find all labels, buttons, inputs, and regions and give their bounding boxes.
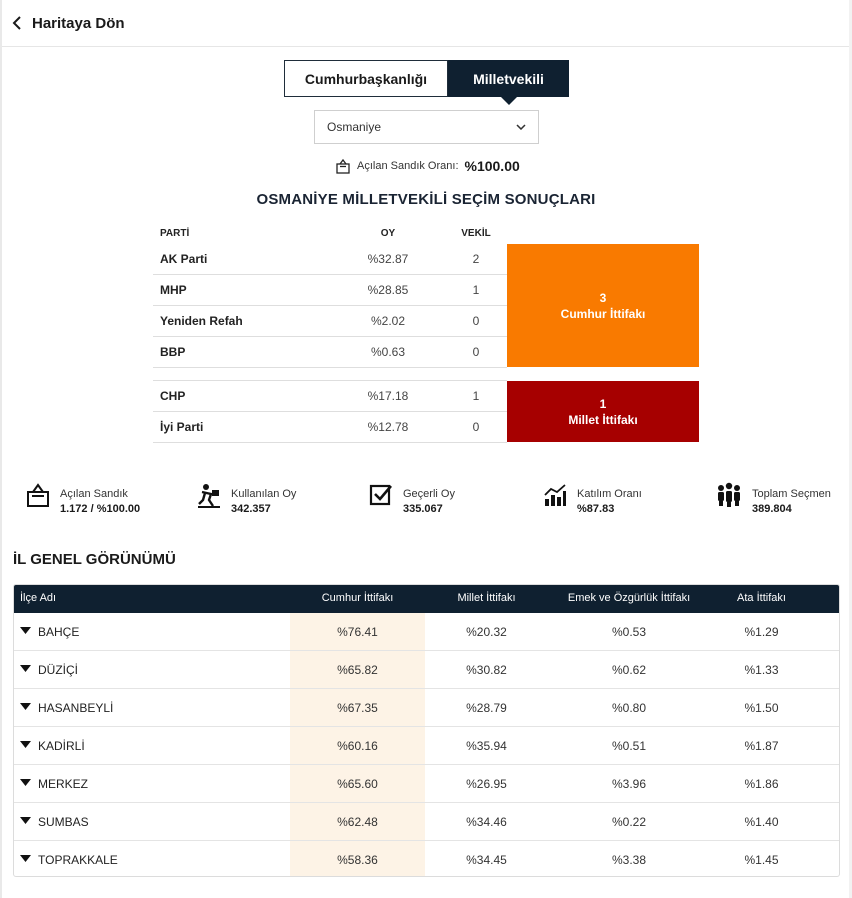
emek-value: %0.22: [611, 815, 647, 829]
millet-value: %28.79: [466, 701, 507, 715]
column-header-emek: Emek ve Özgürlük İttifakı: [567, 592, 691, 604]
district-name: HASANBEYLİ: [38, 701, 114, 715]
alliance-name: Cumhur İttifakı: [560, 306, 646, 321]
header-oy: OY: [380, 228, 396, 239]
column-header-ata: Ata İttifakı: [737, 592, 786, 604]
district-table-header: [14, 585, 840, 613]
column-header-cumhur: Cumhur İttifakı: [321, 592, 394, 604]
stat-label: Katılım Oranı: [577, 488, 642, 500]
ata-value: %1.40: [744, 815, 779, 829]
party-name: AK Parti: [160, 252, 208, 266]
frame-left-border: [0, 0, 2, 898]
party-vekil: 0: [472, 345, 480, 359]
cumhur-value: %76.41: [337, 625, 378, 639]
ata-value: %1.86: [744, 777, 779, 791]
ata-value: %1.87: [744, 739, 779, 753]
caret-down-icon: [20, 779, 31, 786]
district-table: [13, 584, 840, 877]
caret-down-icon: [20, 855, 31, 862]
district-row[interactable]: [14, 841, 840, 877]
millet-value: %34.46: [466, 815, 507, 829]
stat-label: Geçerli Oy: [403, 488, 455, 500]
emek-value: %3.38: [611, 853, 647, 867]
party-name: MHP: [160, 283, 187, 297]
stat-value: 335.067: [403, 503, 443, 515]
ratio-label: Açılan Sandık Oranı:: [357, 160, 459, 172]
millet-alliance-box: [507, 381, 699, 442]
party-oy: %17.18: [367, 389, 409, 403]
emek-value: %0.53: [611, 625, 647, 639]
district-name: DÜZİÇİ: [38, 663, 78, 677]
ata-value: %1.29: [744, 625, 779, 639]
stat-label: Kullanılan Oy: [231, 488, 297, 500]
cumhur-value: %62.48: [337, 815, 378, 829]
district-row[interactable]: [14, 651, 840, 689]
district-row[interactable]: [14, 689, 840, 727]
district-name: KADİRLİ: [38, 739, 85, 753]
election-type-tabs: [284, 60, 569, 97]
district-row[interactable]: [14, 613, 840, 651]
alliance-seats: 3: [599, 290, 607, 305]
ballot-box-icon: [26, 482, 50, 508]
alliance-seats: 1: [599, 396, 607, 411]
party-row: [153, 306, 507, 337]
caret-down-icon: [20, 665, 31, 672]
stat-total-voters: [716, 482, 831, 517]
cumhur-alliance-box: [507, 244, 699, 367]
people-icon: [716, 482, 742, 508]
stat-opened-ballots: [26, 482, 140, 517]
cumhur-value: %58.36: [337, 853, 378, 867]
cumhur-value: %65.82: [337, 663, 378, 677]
party-name: CHP: [160, 389, 186, 403]
party-row: [153, 275, 507, 306]
header-vekil: VEKİL: [461, 228, 491, 239]
stat-label: Toplam Seçmen: [752, 488, 831, 500]
column-header-millet: Millet İttifakı: [457, 592, 516, 604]
millet-value: %30.82: [466, 663, 507, 677]
party-vekil: 2: [472, 252, 480, 266]
opened-ballot-ratio: [335, 158, 520, 174]
millet-value: %20.32: [466, 625, 507, 639]
party-vekil: 1: [472, 283, 480, 297]
stats-bar: [0, 482, 852, 522]
party-oy: %32.87: [367, 252, 409, 266]
party-row: [153, 337, 507, 368]
emek-value: %3.96: [611, 777, 647, 791]
party-name: Yeniden Refah: [160, 314, 243, 328]
alliance-name: Millet İttifakı: [568, 412, 638, 427]
district-row[interactable]: [14, 765, 840, 803]
stat-used-votes: [197, 482, 296, 517]
district-row[interactable]: [14, 803, 840, 841]
millet-value: %26.95: [466, 777, 507, 791]
province-select[interactable]: [314, 110, 539, 144]
millet-value: %34.45: [466, 853, 507, 867]
party-oy: %28.85: [367, 283, 409, 297]
ata-value: %1.45: [744, 853, 779, 867]
district-name: BAHÇE: [38, 625, 80, 639]
party-name: İyi Parti: [160, 420, 204, 434]
emek-value: %0.62: [611, 663, 647, 677]
party-row: [153, 244, 507, 275]
caret-down-icon: [20, 627, 31, 634]
stat-value: 389.804: [752, 503, 792, 515]
emek-value: %0.51: [611, 739, 647, 753]
party-row: [153, 412, 507, 443]
party-row: [153, 381, 507, 412]
stat-valid-votes: [369, 482, 455, 517]
party-oy: %0.63: [370, 345, 406, 359]
stat-value: %87.83: [577, 503, 615, 515]
cumhur-value: %60.16: [337, 739, 378, 753]
district-name: TOPRAKKALE: [38, 853, 118, 867]
caret-down-icon: [20, 817, 31, 824]
cumhur-value: %65.60: [337, 777, 378, 791]
header-party: PARTİ: [160, 228, 190, 239]
party-name: BBP: [160, 345, 186, 359]
ata-value: %1.33: [744, 663, 779, 677]
province-select-value: Osmaniye: [327, 120, 382, 134]
cumhur-value: %67.35: [337, 701, 378, 715]
caret-down-icon: [20, 703, 31, 710]
party-vekil: 1: [472, 389, 480, 403]
overview-title: İL GENEL GÖRÜNÜMÜ: [13, 551, 176, 568]
bar-chart-icon: [543, 482, 567, 508]
stat-label: Açılan Sandık: [60, 488, 128, 500]
district-name: MERKEZ: [38, 777, 89, 791]
checkbox-icon: [369, 482, 393, 508]
tab-milletvekili[interactable]: Milletvekili: [448, 60, 569, 97]
district-name: SUMBAS: [38, 815, 89, 829]
stat-value: 1.172 / %100.00: [60, 503, 141, 515]
caret-down-icon: [20, 741, 31, 748]
results-title: OSMANİYE MİLLETVEKİLİ SEÇİM SONUÇLARI: [256, 191, 596, 208]
column-header-district: İlçe Adı: [20, 592, 57, 604]
ratio-value: %100.00: [464, 158, 520, 174]
voter-casting-icon: [197, 482, 221, 508]
back-to-map-link[interactable]: [2, 0, 849, 47]
millet-value: %35.94: [466, 739, 507, 753]
back-label: Haritaya Dön: [32, 14, 125, 32]
stat-turnout: [543, 482, 642, 517]
party-oy: %2.02: [370, 314, 406, 328]
chevron-left-icon: [12, 16, 22, 30]
party-vekil: 0: [472, 420, 480, 434]
stat-value: 342.357: [231, 503, 271, 515]
ata-value: %1.50: [744, 701, 779, 715]
party-vekil: 0: [472, 314, 480, 328]
chevron-down-icon: [516, 124, 526, 130]
ballot-box-icon: [335, 158, 351, 174]
district-row[interactable]: [14, 727, 840, 765]
party-oy: %12.78: [367, 420, 409, 434]
emek-value: %0.80: [611, 701, 647, 715]
tab-cumhurbaskanligi[interactable]: Cumhurbaşkanlığı: [284, 60, 448, 97]
